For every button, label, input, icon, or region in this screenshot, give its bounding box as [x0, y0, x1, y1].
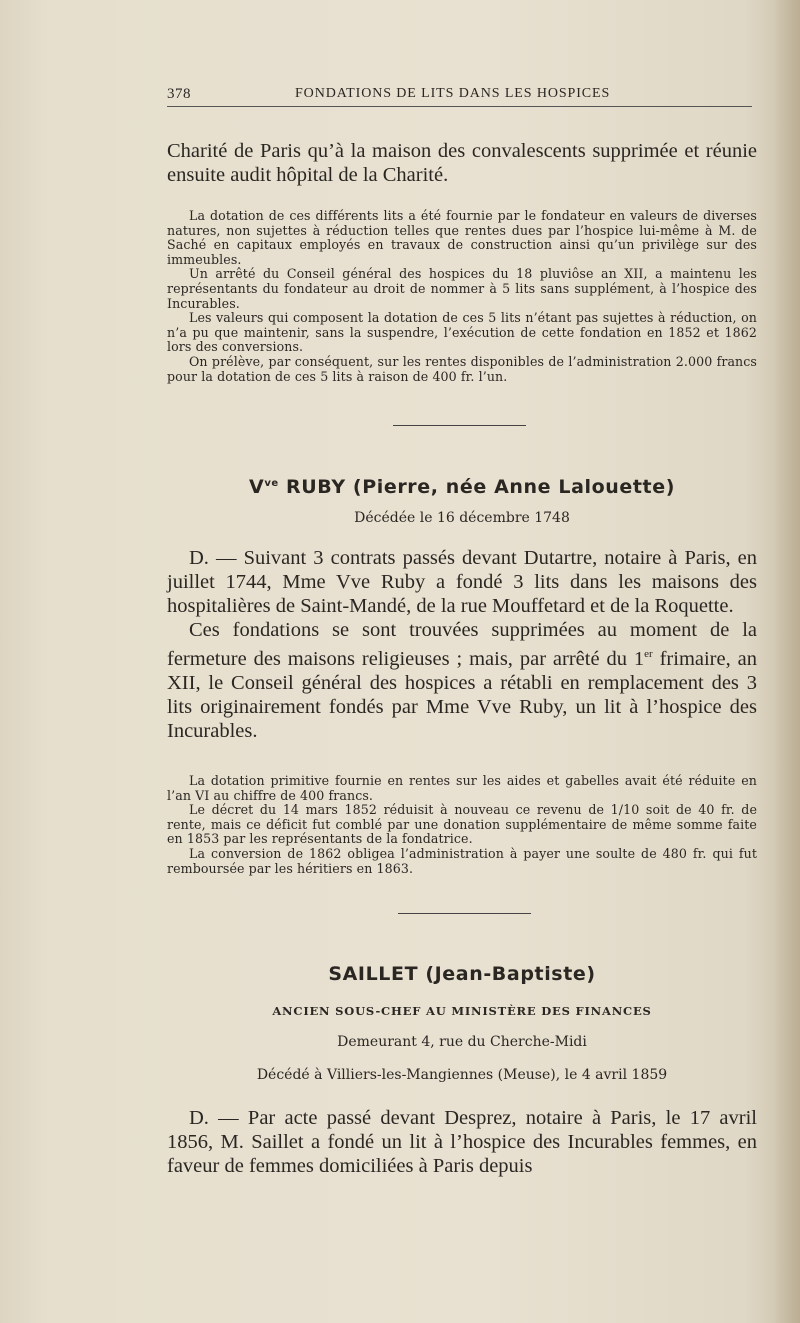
ruby-paragraph-1: D. — Suivant 3 contrats passés devant Dutartre, notaire à Paris, en juillet 1744, Mme Vve Ruby a fondé 3 lits dans les maisons des hospitalières de Saint-Mandé, de la rue Mouffetard et de la Roquette.: [167, 547, 757, 617]
ruby-heading-prefix: V: [249, 476, 265, 498]
ruby-paragraph-2a: Ces fondations se sont trouvées supprimées au moment de la fermeture des maisons religieuses ; mais, par arrêté du 1: [167, 619, 757, 670]
running-header: [167, 86, 752, 108]
ruby-notes: [167, 774, 757, 876]
ruby-paragraph-2: [167, 618, 757, 743]
note-paragraph: Les valeurs qui composent la dotation de ces 5 lits n’étant pas sujettes à réduction, on n’a pu que maintenir, sans la suspendre, l’exécution de cette fondation en 1852 et 1862 lors des conversions.: [167, 310, 757, 355]
note-paragraph: Un arrêté du Conseil général des hospices du 18 pluviôse an XII, a maintenu les représentants du fondateur au droit de nommer à 5 lits sans supplément, à l’hospice des Incurables.: [167, 266, 757, 311]
saillet-address: Demeurant 4, rue du Cherche-Midi: [337, 1034, 587, 1050]
saillet-death: Décédé à Villiers-les-Mangiennes (Meuse), le 4 avril 1859: [256, 1067, 668, 1083]
running-title: FONDATIONS DE LITS DANS LES HOSPICES: [295, 86, 611, 101]
page-edge-shadow: [774, 0, 800, 1323]
ruby-paragraph-2-sup: er: [644, 648, 653, 660]
saillet-heading: SAILLET (Jean-Baptiste): [328, 963, 596, 985]
section-separator: [398, 913, 531, 914]
section-separator: [393, 425, 526, 426]
note-paragraph: La dotation primitive fournie en rentes sur les aides et gabelles avait été réduite en l’an VI au chiffre de 400 francs.: [167, 773, 757, 803]
saillet-paragraph-1: D. — Par acte passé devant Desprez, notaire à Paris, le 17 avril 1856, M. Saillet a fondé un lit à l’hospice des Incurables femmes, en faveur de femmes domiciliées à Paris depuis: [167, 1107, 757, 1177]
saillet-role: ANCIEN SOUS-CHEF AU MINISTÈRE DES FINANCES: [272, 1004, 652, 1018]
note-paragraph: On prélève, par conséquent, sur les rentes disponibles de l’administration 2.000 francs pour la dotation de ces 5 lits à raison de 400 fr. l’un.: [167, 353, 757, 384]
header-rule: [167, 106, 752, 107]
notes-block-1: [167, 209, 757, 384]
ruby-paragraph-2b: frimaire, an XII, le Conseil général des hospices a rétabli en remplacement des 3 lits originairement fondés par Mme Vve Ruby, un lit à l’hospice des Incurables.: [167, 647, 757, 742]
ruby-main-text: [167, 546, 757, 743]
ruby-heading-rest: RUBY (Pierre, née Anne Lalouette): [278, 476, 675, 498]
ruby-heading: [167, 476, 757, 498]
note-paragraph: Le décret du 14 mars 1852 réduisit à nouveau ce revenu de 1/10 soit de 40 fr. de rente, mais ce déficit fut comblé par une donation supplémentaire de même somme faite en 1853 par les représentants de la fondatrice.: [167, 802, 757, 847]
ruby-heading-sup: ve: [264, 478, 279, 489]
page-number: 378: [167, 86, 191, 102]
intro-paragraph: Charité de Paris qu’à la maison des convalescents supprimée et réunie ensuite audit hôpital de la Charité.: [167, 140, 757, 186]
ruby-death-date: Décédée le 16 décembre 1748: [354, 510, 570, 526]
note-paragraph: La dotation de ces différents lits a été fournie par le fondateur en valeurs de diverses natures, non sujettes à réduction telles que rentes dues par l’hospice lui-même à M. de Saché en capitaux employés en travaux de construction ainsi qu’un privilège sur des immeubles.: [167, 208, 757, 267]
note-paragraph: La conversion de 1862 obligea l’administration à payer une soulte de 480 fr. qui fut remboursée par les héritiers en 1863.: [167, 845, 757, 876]
